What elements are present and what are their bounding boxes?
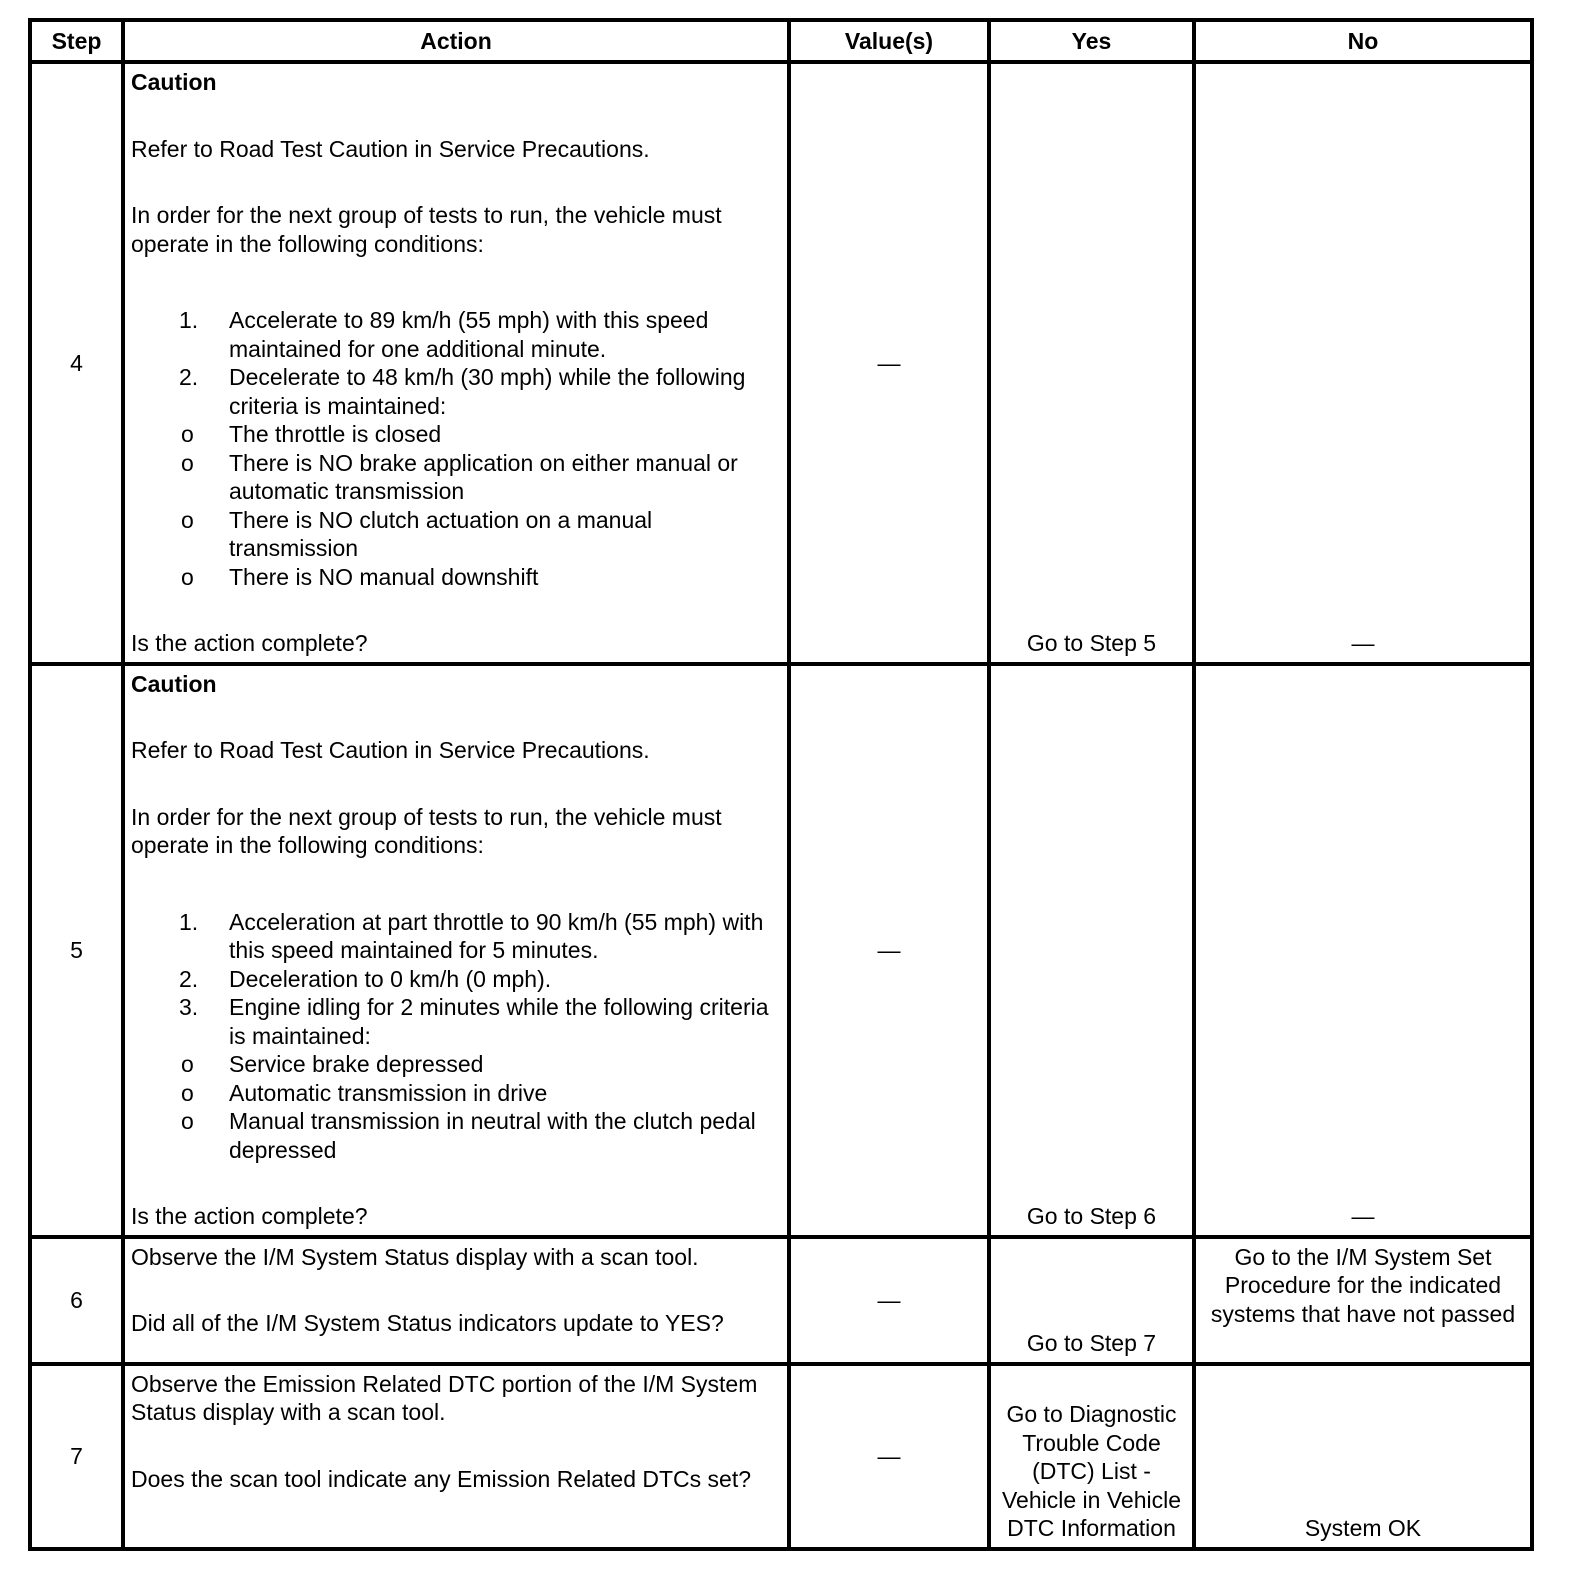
no-cell: System OK xyxy=(1194,1364,1532,1549)
action-cell xyxy=(123,62,789,664)
step-number: 6 xyxy=(30,1237,123,1364)
table-row-step-5 xyxy=(30,664,1532,1237)
value-cell: — xyxy=(789,664,989,1237)
list-item: 3. Engine idling for 2 minutes while the following criteria is maintained: xyxy=(179,994,769,1049)
no-cell: — xyxy=(1194,62,1532,664)
question: Does the scan tool indicate any Emission Related DTCs set? xyxy=(131,1465,752,1492)
criteria-list xyxy=(131,1050,781,1164)
step-number: 5 xyxy=(30,664,123,1237)
question: Is the action complete? xyxy=(131,1203,368,1229)
header-row xyxy=(30,20,1532,62)
conditions-list xyxy=(131,306,781,420)
diagnostic-table xyxy=(28,18,1534,1551)
no-cell: — xyxy=(1194,664,1532,1237)
no-cell: Go to the I/M System Set Procedure for the indicated systems that have not passed xyxy=(1194,1237,1532,1364)
header-values: Value(s) xyxy=(789,20,989,62)
conditions-intro: In order for the next group of tests to run, the vehicle must operate in the following conditions: xyxy=(131,803,722,858)
table-row-step-6 xyxy=(30,1237,1532,1364)
bullet-icon: o xyxy=(181,563,194,590)
action-text: Observe the Emission Related DTC portion of the I/M System Status display with a scan tool. xyxy=(131,1370,758,1425)
table-row-step-4 xyxy=(30,62,1532,664)
yes-cell: Go to Step 5 xyxy=(989,62,1194,664)
conditions-list xyxy=(131,908,781,1051)
value-cell: — xyxy=(789,62,989,664)
bullet-icon: o xyxy=(181,421,194,447)
list-item: o The throttle is closed xyxy=(181,421,442,447)
step-number: 4 xyxy=(30,62,123,664)
header-action: Action xyxy=(123,20,789,62)
bullet-icon: o xyxy=(181,506,194,533)
caution-label: Caution xyxy=(131,670,217,697)
header-step: Step xyxy=(30,20,123,62)
action-text: Observe the I/M System Status display with a scan tool. xyxy=(131,1243,699,1270)
header-no: No xyxy=(1194,20,1532,62)
list-item: 2. Decelerate to 48 km/h (30 mph) while the following criteria is maintained: xyxy=(179,364,746,419)
list-item: 2. Deceleration to 0 km/h (0 mph). xyxy=(179,965,552,992)
list-item: o There is NO clutch actuation on a manual transmission xyxy=(181,506,653,561)
question: Is the action complete? xyxy=(131,630,368,656)
table-row-step-7 xyxy=(30,1364,1532,1549)
yes-cell: Go to Step 7 xyxy=(989,1237,1194,1364)
value-cell: — xyxy=(789,1237,989,1364)
criteria-list xyxy=(131,420,781,591)
action-cell xyxy=(123,664,789,1237)
action-cell xyxy=(123,1237,789,1364)
yes-cell: Go to Diagnostic Trouble Code (DTC) List - Vehicle in Vehicle DTC Information xyxy=(989,1364,1194,1549)
caution-reference: Refer to Road Test Caution in Service Precautions. xyxy=(131,135,650,162)
step-number: 7 xyxy=(30,1364,123,1549)
list-item: o Automatic transmission in drive xyxy=(181,1079,548,1106)
list-item: o There is NO manual downshift xyxy=(181,563,539,590)
bullet-icon: o xyxy=(181,1108,194,1134)
bullet-icon: o xyxy=(181,1079,194,1106)
bullet-icon: o xyxy=(181,1051,194,1077)
caution-label: Caution xyxy=(131,69,217,95)
action-cell xyxy=(123,1364,789,1549)
value-cell: — xyxy=(789,1364,989,1549)
list-item: o Manual transmission in neutral with the clutch pedal depressed xyxy=(181,1108,756,1163)
list-item: o Service brake depressed xyxy=(181,1051,484,1077)
bullet-icon: o xyxy=(181,449,194,476)
conditions-intro: In order for the next group of tests to run, the vehicle must operate in the following conditions: xyxy=(131,202,722,257)
list-item: 1. Acceleration at part throttle to 90 km/h (55 mph) with this speed maintained for 5 minutes. xyxy=(179,908,764,963)
yes-cell: Go to Step 6 xyxy=(989,664,1194,1237)
list-item: 1. Accelerate to 89 km/h (55 mph) with this speed maintained for one additional minute. xyxy=(179,307,709,362)
question: Did all of the I/M System Status indicators update to YES? xyxy=(131,1310,724,1336)
header-yes: Yes xyxy=(989,20,1194,62)
list-item: o There is NO brake application on either manual or automatic transmission xyxy=(181,449,738,504)
caution-reference: Refer to Road Test Caution in Service Precautions. xyxy=(131,737,650,763)
